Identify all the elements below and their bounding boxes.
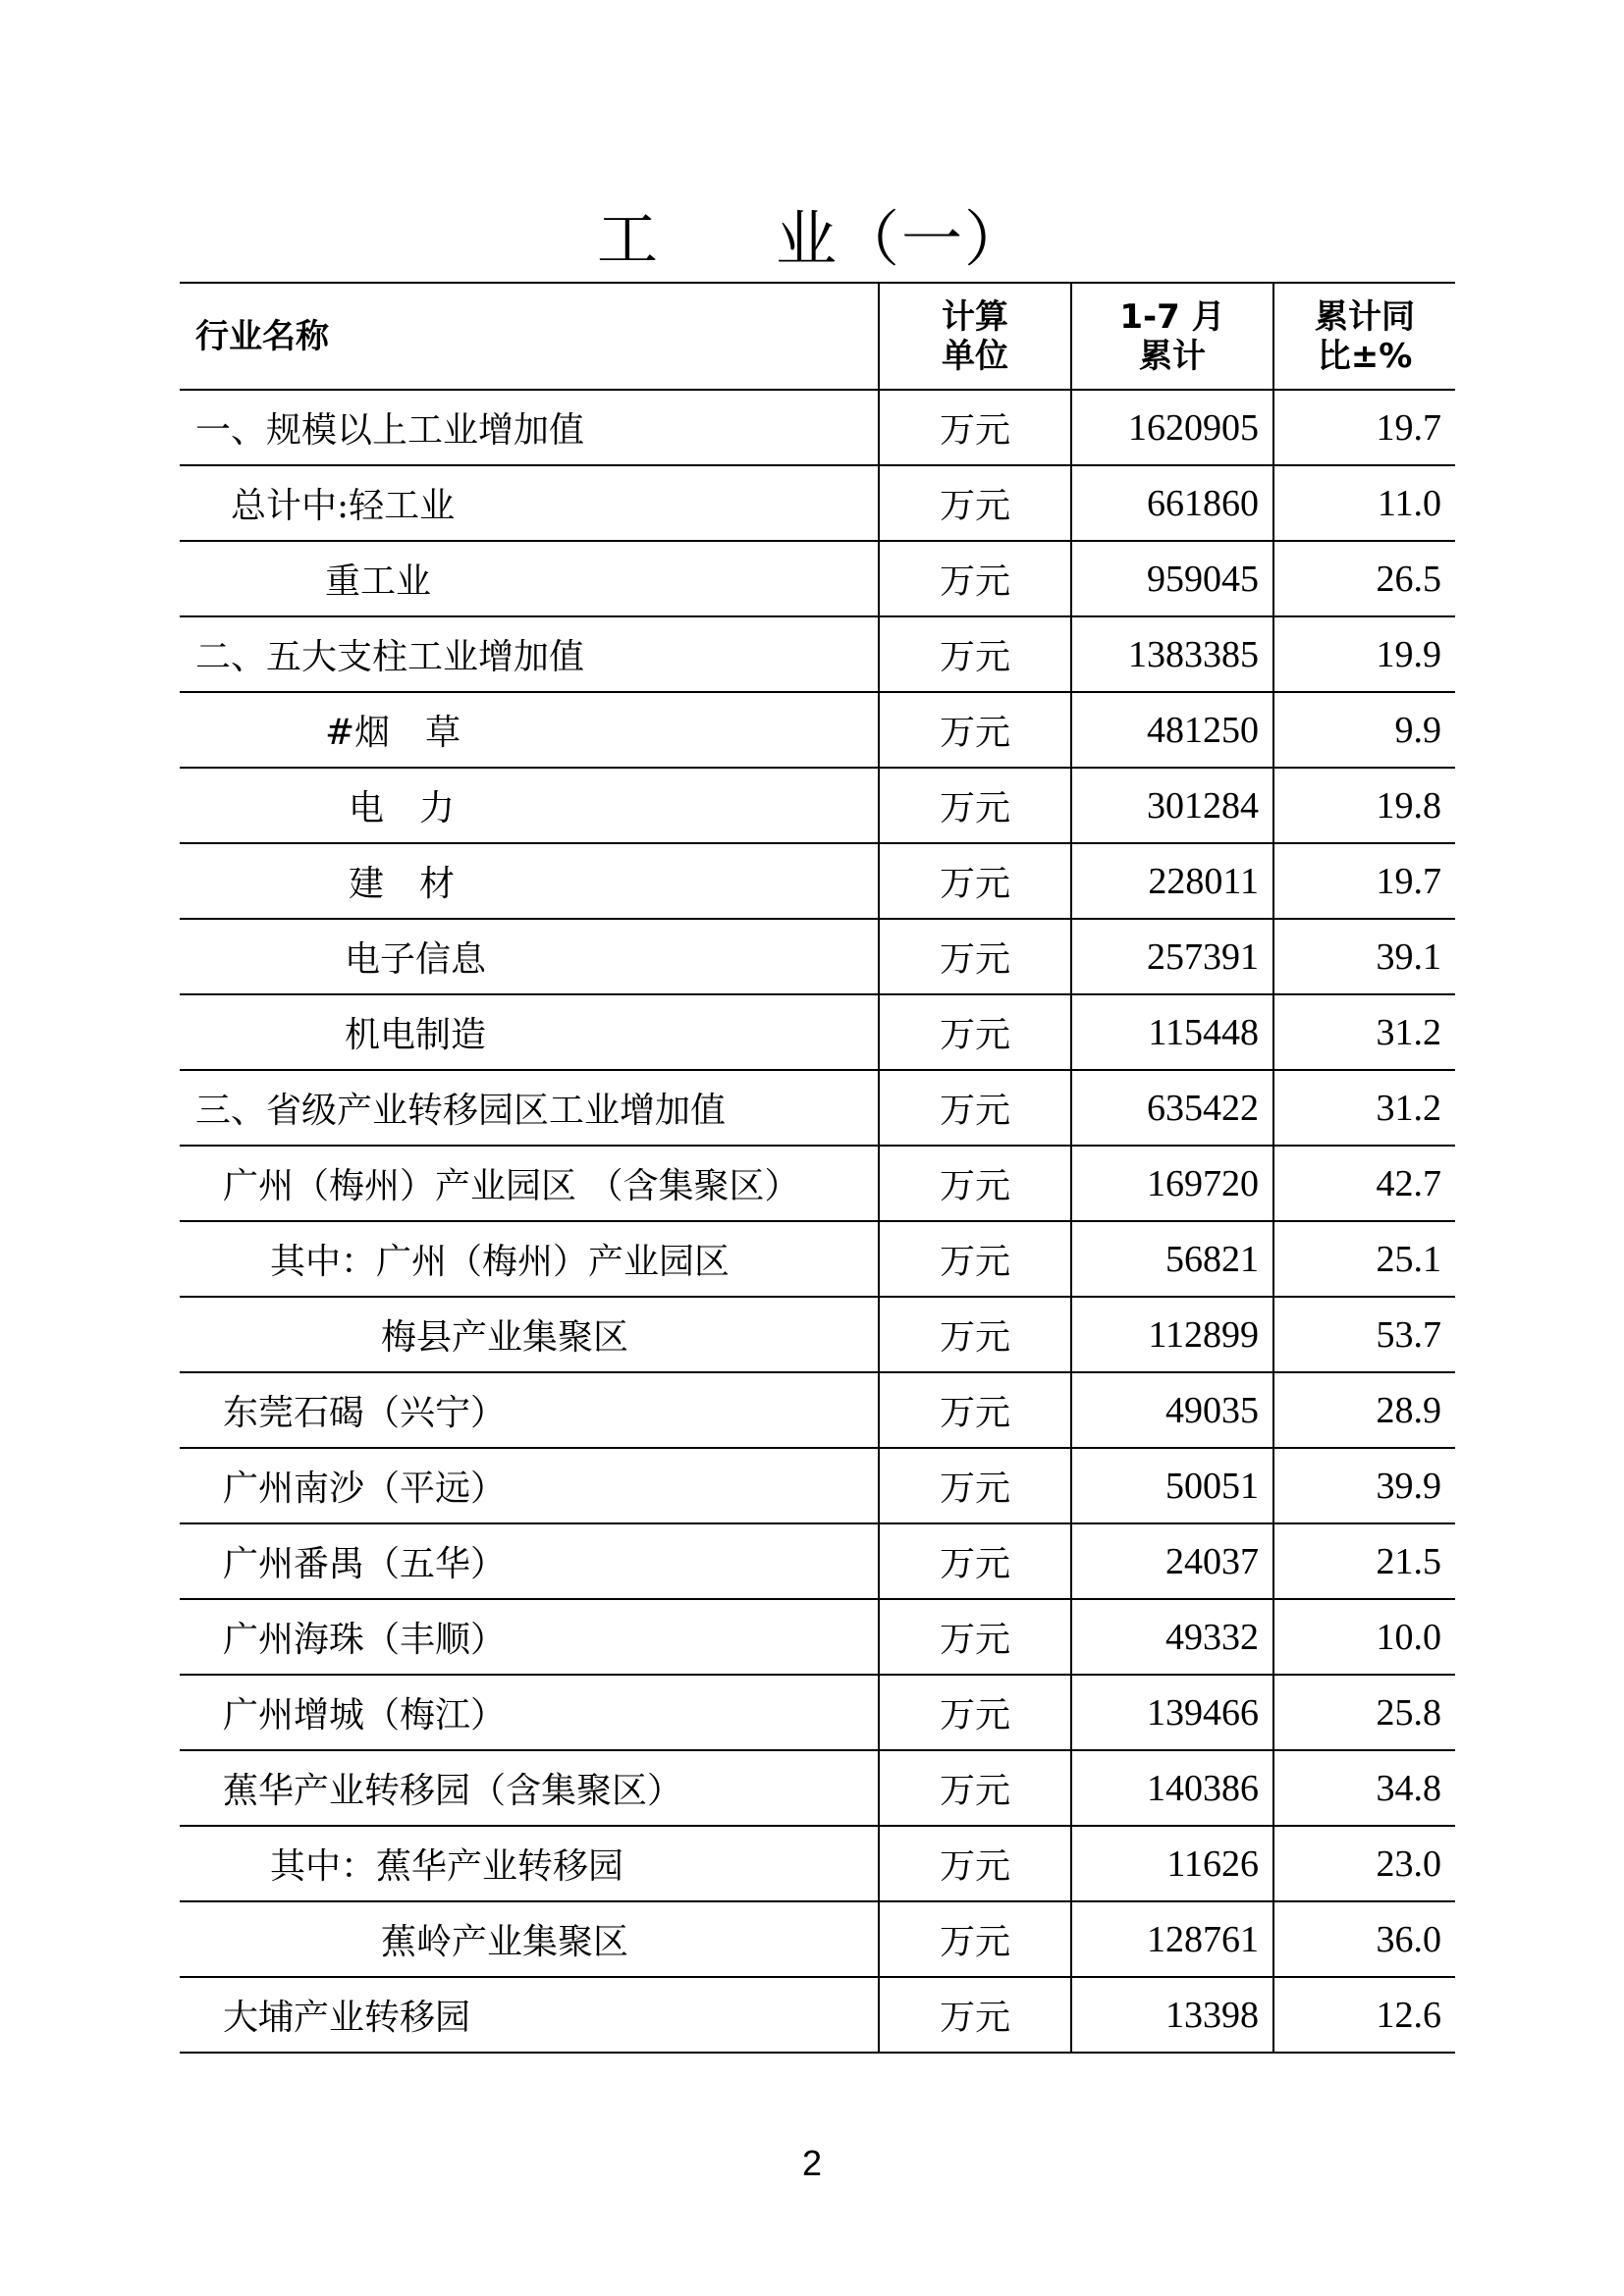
row-cumulative: 301284: [1071, 768, 1273, 843]
row-unit: 万元: [879, 768, 1071, 843]
row-unit: 万元: [879, 994, 1071, 1070]
table-row: [180, 768, 1455, 843]
row-cumulative: 128761: [1071, 1901, 1273, 1977]
row-cumulative: 169720: [1071, 1146, 1273, 1221]
row-yoy: 31.2: [1273, 1070, 1455, 1146]
row-name: 蕉华产业转移园（含集聚区）: [180, 1750, 879, 1826]
row-unit: 万元: [879, 1221, 1071, 1297]
row-yoy: 26.5: [1273, 541, 1455, 616]
row-cumulative: 56821: [1071, 1221, 1273, 1297]
table-row: [180, 843, 1455, 919]
row-unit: 万元: [879, 1750, 1071, 1826]
row-yoy: 28.9: [1273, 1372, 1455, 1448]
row-name: 总计中:轻工业: [180, 465, 879, 541]
row-yoy: 25.8: [1273, 1675, 1455, 1750]
table-row: [180, 692, 1455, 768]
table-row: [180, 1826, 1455, 1901]
row-yoy: 53.7: [1273, 1297, 1455, 1372]
row-yoy: 23.0: [1273, 1826, 1455, 1901]
row-name: 广州海珠（丰顺）: [180, 1599, 879, 1675]
table-row: [180, 1448, 1455, 1523]
row-unit: 万元: [879, 1977, 1071, 2053]
row-name: 其中：蕉华产业转移园: [180, 1826, 879, 1901]
header-yoy-line1: 累计同: [1315, 296, 1415, 337]
row-yoy: 39.9: [1273, 1448, 1455, 1523]
table-row: [180, 1750, 1455, 1826]
row-cumulative: 115448: [1071, 994, 1273, 1070]
row-cumulative: 959045: [1071, 541, 1273, 616]
row-unit: 万元: [879, 1448, 1071, 1523]
row-unit: 万元: [879, 390, 1071, 465]
row-yoy: 21.5: [1273, 1523, 1455, 1599]
row-cumulative: 13398: [1071, 1977, 1273, 2053]
row-unit: 万元: [879, 692, 1071, 768]
table-row: [180, 1297, 1455, 1372]
row-yoy: 25.1: [1273, 1221, 1455, 1297]
table-row: [180, 1070, 1455, 1146]
row-unit: 万元: [879, 1146, 1071, 1221]
row-yoy: 42.7: [1273, 1146, 1455, 1221]
row-cumulative: 112899: [1071, 1297, 1273, 1372]
table-row: [180, 1901, 1455, 1977]
row-name: 其中：广州（梅州）产业园区: [180, 1221, 879, 1297]
header-unit: [879, 283, 1071, 390]
page-title: [0, 204, 1624, 275]
row-unit: 万元: [879, 919, 1071, 994]
table-row: [180, 1221, 1455, 1297]
row-cumulative: 139466: [1071, 1675, 1273, 1750]
row-unit: 万元: [879, 1523, 1071, 1599]
row-unit: 万元: [879, 1826, 1071, 1901]
row-name: 大埔产业转移园: [180, 1977, 879, 2053]
row-cumulative: 1620905: [1071, 390, 1273, 465]
row-name: 重工业: [180, 541, 879, 616]
row-cumulative: 257391: [1071, 919, 1273, 994]
row-name: 三、省级产业转移园区工业增加值: [180, 1070, 879, 1146]
row-yoy: 10.0: [1273, 1599, 1455, 1675]
header-yoy-line2: 比±%: [1317, 336, 1413, 376]
row-name: 广州南沙（平远）: [180, 1448, 879, 1523]
row-name: 一、规模以上工业增加值: [180, 390, 879, 465]
industry-stats-table: [180, 282, 1455, 2054]
row-yoy: 19.7: [1273, 843, 1455, 919]
row-name: 东莞石碣（兴宁）: [180, 1372, 879, 1448]
row-yoy: 12.6: [1273, 1977, 1455, 2053]
row-name: 建 材: [180, 843, 879, 919]
row-unit: 万元: [879, 616, 1071, 692]
page-title-part1: 工: [596, 203, 660, 275]
row-unit: 万元: [879, 1070, 1071, 1146]
row-cumulative: 1383385: [1071, 616, 1273, 692]
header-unit-line2: 单位: [942, 336, 1008, 376]
header-industry-name: 行业名称: [180, 283, 879, 390]
row-cumulative: 661860: [1071, 465, 1273, 541]
header-cumulative: [1071, 283, 1273, 390]
table-row: [180, 465, 1455, 541]
row-unit: 万元: [879, 1901, 1071, 1977]
row-yoy: 34.8: [1273, 1750, 1455, 1826]
row-cumulative: 49035: [1071, 1372, 1273, 1448]
row-yoy: 31.2: [1273, 994, 1455, 1070]
table-row: [180, 919, 1455, 994]
row-cumulative: 228011: [1071, 843, 1273, 919]
table-row: [180, 616, 1455, 692]
header-yoy: [1273, 283, 1455, 390]
row-name: 广州番禺（五华）: [180, 1523, 879, 1599]
row-yoy: 9.9: [1273, 692, 1455, 768]
table-row: [180, 1146, 1455, 1221]
row-cumulative: 49332: [1071, 1599, 1273, 1675]
row-name: 梅县产业集聚区: [180, 1297, 879, 1372]
header-cumulative-line1: 1-7 月: [1119, 296, 1225, 337]
row-yoy: 19.8: [1273, 768, 1455, 843]
row-yoy: 36.0: [1273, 1901, 1455, 1977]
row-unit: 万元: [879, 465, 1071, 541]
table-row: [180, 994, 1455, 1070]
row-name: 电 力: [180, 768, 879, 843]
table-row: [180, 541, 1455, 616]
row-yoy: 11.0: [1273, 465, 1455, 541]
row-cumulative: 635422: [1071, 1070, 1273, 1146]
row-yoy: 19.7: [1273, 390, 1455, 465]
header-cumulative-line2: 累计: [1139, 336, 1206, 376]
table-header-row: [180, 283, 1455, 390]
row-yoy: 19.9: [1273, 616, 1455, 692]
row-unit: 万元: [879, 1372, 1071, 1448]
table-row: [180, 1675, 1455, 1750]
table-row: [180, 1372, 1455, 1448]
page-title-part2: 业（一）: [776, 203, 1028, 275]
table-row: [180, 1977, 1455, 2053]
row-name: 电子信息: [180, 919, 879, 994]
row-unit: 万元: [879, 843, 1071, 919]
row-unit: 万元: [879, 1297, 1071, 1372]
row-name: 机电制造: [180, 994, 879, 1070]
row-cumulative: 140386: [1071, 1750, 1273, 1826]
row-unit: 万元: [879, 1599, 1071, 1675]
table-row: [180, 390, 1455, 465]
header-unit-line1: 计算: [942, 296, 1008, 337]
table-row: [180, 1599, 1455, 1675]
row-cumulative: 481250: [1071, 692, 1273, 768]
row-cumulative: 11626: [1071, 1826, 1273, 1901]
row-cumulative: 50051: [1071, 1448, 1273, 1523]
row-name: 广州增城（梅江）: [180, 1675, 879, 1750]
row-name: 二、五大支柱工业增加值: [180, 616, 879, 692]
table-row: [180, 1523, 1455, 1599]
row-unit: 万元: [879, 541, 1071, 616]
row-unit: 万元: [879, 1675, 1071, 1750]
row-name: 广州（梅州）产业园区 （含集聚区）: [180, 1146, 879, 1221]
row-name: 蕉岭产业集聚区: [180, 1901, 879, 1977]
row-name: #烟 草: [180, 692, 879, 768]
page-number: 2: [801, 2143, 823, 2183]
row-cumulative: 24037: [1071, 1523, 1273, 1599]
row-yoy: 39.1: [1273, 919, 1455, 994]
